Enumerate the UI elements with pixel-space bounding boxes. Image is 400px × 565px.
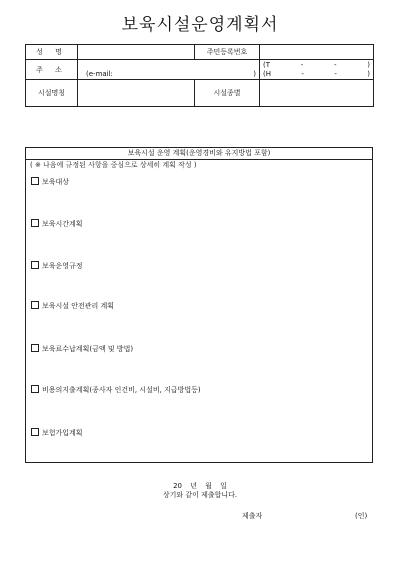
rrn-field[interactable] xyxy=(260,45,374,60)
operation-plan-box xyxy=(25,147,373,463)
date-line: 20 년 월 일 xyxy=(173,482,227,490)
plan-item: 비용의지출계획(종사자 인건비, 시설비, 지급방법등) xyxy=(31,385,201,395)
submit-statement: 상기와 같이 제출합니다. xyxy=(162,491,238,499)
checkbox-icon[interactable] xyxy=(31,301,39,309)
plan-item: 보육시설 안전관리 계획 xyxy=(31,301,114,311)
plan-note: ( ※ 나음에 규정된 사항을 중심으로 상세히 계획 작성 ) xyxy=(30,161,197,169)
facility-name-label: 시설명칭 xyxy=(26,80,78,107)
plan-item: 보육대상 xyxy=(31,177,69,187)
document-title: 보육시설운영계획서 xyxy=(121,15,279,35)
phone-h-line: (H - - ) xyxy=(263,69,370,78)
email-close: ) xyxy=(253,70,256,78)
rrn-label: 주민등록번호 xyxy=(195,45,260,60)
checkbox-icon[interactable] xyxy=(31,261,39,269)
checkbox-icon[interactable] xyxy=(31,428,39,436)
facility-type-label: 시설종별 xyxy=(195,80,260,107)
checkbox-icon[interactable] xyxy=(31,177,39,185)
checkbox-icon[interactable] xyxy=(31,385,39,393)
plan-item: 보육시간계획 xyxy=(31,219,83,229)
facility-name-field[interactable] xyxy=(78,80,195,107)
plan-item: 보험가입계획 xyxy=(31,428,83,438)
phone-field[interactable] xyxy=(260,60,374,80)
checkbox-icon[interactable] xyxy=(31,219,39,227)
submitter-label: 제출자 xyxy=(242,512,263,520)
seal-mark: (인) xyxy=(355,512,368,520)
address-field[interactable] xyxy=(78,60,260,80)
name-field[interactable] xyxy=(78,45,195,60)
checkbox-icon[interactable] xyxy=(31,344,39,352)
plan-item: 보육료수납계획(금액 및 방법) xyxy=(31,344,133,354)
email-text: (e-mail: xyxy=(86,70,113,78)
plan-item: 보육운영규정 xyxy=(31,261,83,271)
applicant-info-table xyxy=(25,44,374,107)
name-label: 성 명 xyxy=(26,45,78,60)
plan-header: 보육시설 운영 계획(운영경비와 유지방법 포함) xyxy=(26,148,372,160)
phone-t-line: (T - - ) xyxy=(263,60,370,69)
facility-type-field[interactable] xyxy=(260,80,374,107)
address-label: 주 소 xyxy=(26,60,78,80)
